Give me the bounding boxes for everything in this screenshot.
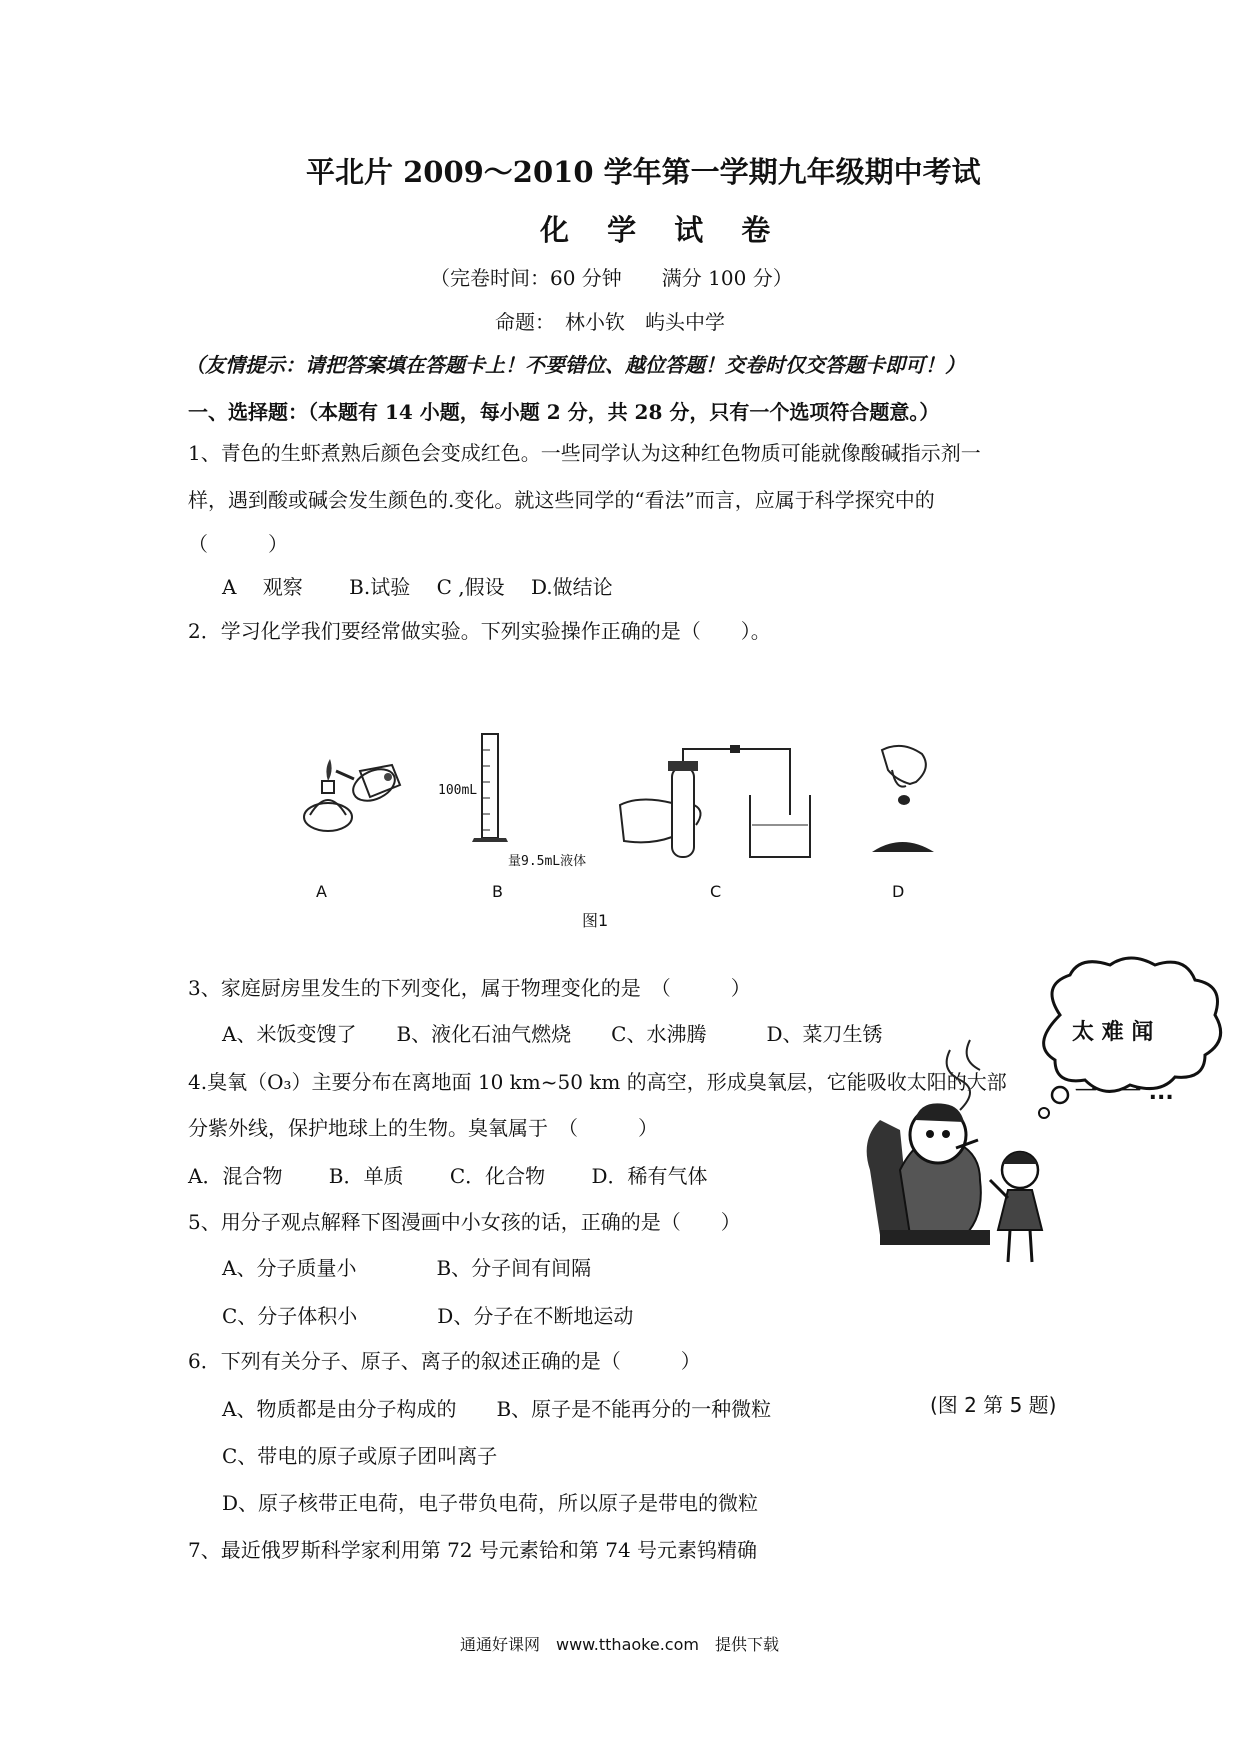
cartoon-smoker-and-girl-drawing (860, 1030, 1060, 1290)
fig1-caption: 图1 (582, 911, 609, 930)
q7-stem: 7、最近俄罗斯科学家利用第 72 号元素铪和第 74 号元素钨精确 (188, 1538, 758, 1562)
q5-options-ab: A、分子质量小 B、分子间有间隔 (222, 1256, 592, 1280)
q1-options: A 观察 B.试验 C ,假设 D.做结论 (222, 575, 613, 599)
fig1-c-airtightness-drawing (620, 745, 810, 875)
exam-author: 命题： 林小钦 屿头中学 (495, 310, 725, 334)
q5-stem: 5、用分子观点解释下图漫画中小女孩的话，正确的是（ ） (188, 1210, 741, 1234)
fig2-caption: (图 2 第 5 题) (930, 1393, 1057, 1417)
q4-line2: 分紫外线，保护地球上的生物。臭氧属于 （ ） (188, 1116, 658, 1140)
fig1-d-hand-drawing (862, 740, 942, 860)
q6-stem: 6．下列有关分子、原子、离子的叙述正确的是（ ） (188, 1349, 701, 1373)
fig1-a-alcohol-lamp-drawing (300, 745, 410, 845)
fig1-b-cylinder-top-label: 100mL (438, 783, 478, 798)
fig1-label-b: B (492, 882, 503, 901)
q1-line1: 1、青色的生虾煮熟后颜色会变成红色。一些同学认为这种红色物质可能就像酸碱指示剂一 (188, 441, 981, 465)
fig1-label-a: A (316, 882, 327, 901)
exam-subtitle: 化 学 试 卷 (540, 213, 785, 247)
fig1-label-d: D (892, 882, 905, 901)
section-heading: 一、选择题：（本题有 14 小题，每小题 2 分，共 28 分，只有一个选项符合题意。） (188, 400, 940, 424)
exam-meta: （完卷时间：60 分钟 满分 100 分） (430, 266, 793, 290)
exam-title: 平北片 2009～2010 学年第一学期九年级期中考试 (306, 155, 981, 189)
q4-line1: 4.臭氧（O₃）主要分布在离地面 10 km~50 km 的高空，形成臭氧层，它能吸收太阳的大部 (188, 1070, 1007, 1094)
exam-tip: （友情提示：请把答案填在答题卡上！不要错位、越位答题！交卷时仅交答题卡即可！） (185, 353, 965, 377)
fig1-label-c: C (710, 882, 722, 901)
footer-text: 通通好课网 www.tthaoke.com 提供下载 (460, 1635, 779, 1654)
q2-stem: 2．学习化学我们要经常做实验。下列实验操作正确的是（ ）。 (188, 619, 771, 643)
q1-line2: 样，遇到酸或碱会发生颜色的.变化。就这些同学的“看法”而言，应属于科学探究中的 (188, 488, 935, 512)
bubble-text-line2: 一 一 ... (1075, 1080, 1174, 1105)
q3-options: A、米饭变馊了 B、液化石油气燃烧 C、水沸腾 D、菜刀生锈 (222, 1022, 883, 1046)
q6-option-d: D、原子核带正电荷，电子带负电荷，所以原子是带电的微粒 (222, 1491, 759, 1515)
q4-options: A．混合物 B．单质 C．化合物 D．稀有气体 (188, 1164, 708, 1188)
q5-options-cd: C、分子体积小 D、分子在不断地运动 (222, 1304, 634, 1328)
q6-option-c: C、带电的原子或原子团叫离子 (222, 1444, 498, 1468)
q3-stem: 3、家庭厨房里发生的下列变化，属于物理变化的是 （ ） (188, 976, 751, 1000)
q6-options-ab: A、物质都是由分子构成的 B、原子是不能再分的一种微粒 (222, 1397, 772, 1421)
bubble-text-line1: 太 难 闻 (1072, 1020, 1154, 1045)
fig1-b-cylinder-text: 量9.5mL液体 (508, 854, 587, 869)
q1-line3: （ ） (188, 532, 288, 556)
